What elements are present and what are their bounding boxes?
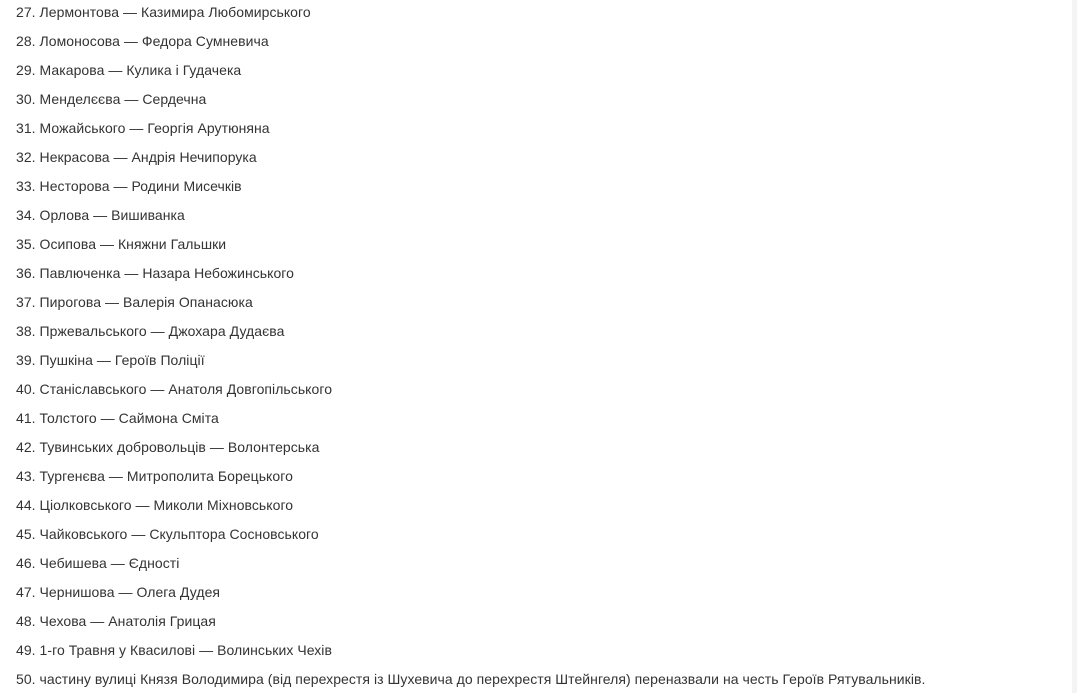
list-item: 38. Пржевальського — Джохара Дудаєва	[16, 323, 285, 339]
list-item: 28. Ломоносова — Федора Сумневича	[16, 33, 269, 49]
list-item: 37. Пирогова — Валерія Опанасюка	[16, 294, 253, 310]
list-item: 47. Чернишова — Олега Дудея	[16, 584, 221, 600]
list-item: 50. частину вулиці Князя Володимира (від перехрестя із Шухевича до перехрестя Штейнгеля) переназвали на честь Героїв Рятувальників.	[16, 671, 926, 687]
list-item: 45. Чайковського — Скульптора Сосновського	[16, 526, 319, 542]
list-item: 34. Орлова — Вишиванка	[16, 207, 185, 223]
list-item: 49. 1-го Травня у Квасилові — Волинських Чехів	[16, 642, 332, 658]
scrollbar-track[interactable]	[1072, 0, 1077, 693]
list-item: 31. Можайського — Георгія Арутюняна	[16, 120, 270, 136]
list-item: 41. Толстого — Саймона Сміта	[16, 410, 219, 426]
list-item: 32. Некрасова — Андрія Нечипорука	[16, 149, 257, 165]
list-item: 39. Пушкіна — Героїв Поліції	[16, 352, 205, 368]
list-item: 43. Тургенєва — Митрополита Борецького	[16, 468, 293, 484]
list-item: 42. Тувинських добровольців — Волонтерська	[16, 439, 320, 455]
list-item: 40. Станіславського — Анатоля Довгопільського	[16, 381, 333, 397]
list-item: 33. Несторова — Родини Мисечків	[16, 178, 242, 194]
list-item: 30. Менделєєва — Сердечна	[16, 91, 207, 107]
list-item: 44. Ціолковського — Миколи Міхновського	[16, 497, 294, 513]
list-item: 27. Лермонтова — Казимира Любомирського	[16, 4, 311, 20]
list-item: 46. Чебишева — Єдності	[16, 555, 180, 571]
list-item: 36. Павлюченка — Назара Небожинського	[16, 265, 294, 281]
list-item: 35. Осипова — Княжни Гальшки	[16, 236, 227, 252]
street-rename-list	[16, 0, 925, 693]
list-item: 48. Чехова — Анатолія Грицая	[16, 613, 216, 629]
list-item: 29. Макарова — Кулика і Гудачека	[16, 62, 242, 78]
